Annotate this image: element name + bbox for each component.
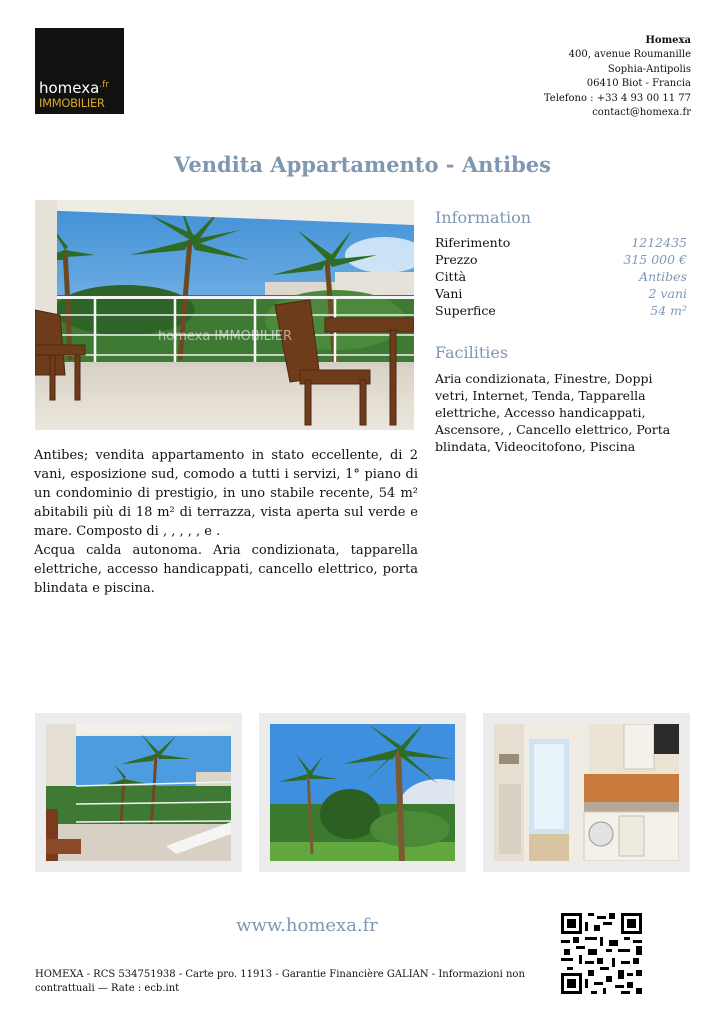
photo-watermark: homexa IMMOBILIER <box>158 329 292 344</box>
company-city: 06410 Biot - Francia <box>586 78 691 90</box>
main-property-photo <box>35 200 414 430</box>
info-row <box>435 268 687 285</box>
company-address: 400, avenue Roumanille <box>568 49 691 61</box>
facilities-heading: Facilities <box>435 343 509 362</box>
description-paragraph: Antibes; vendita appartamento in stato eccellente, di 2 vani, esposizione sud, comodo a tutti i servizi, 1° piano di un condominio di prestigio, in uno stabile recente, 54 m² abitabili più di 18 m² di terrazza, vista aperta sul verde e mare. Composto di , , , , , e . <box>34 448 418 539</box>
qr-code-icon <box>558 910 645 997</box>
info-row <box>435 234 687 251</box>
info-value: 54 m² <box>650 303 687 318</box>
info-value: 1212435 <box>631 235 687 250</box>
info-value: Antibes <box>639 269 687 284</box>
logo-sub: IMMOBILIER <box>39 96 105 110</box>
info-label: Città <box>435 269 467 284</box>
photo-thumbnail-kitchen[interactable] <box>483 713 690 872</box>
info-label: Riferimento <box>435 235 511 250</box>
page-title: Vendita Appartamento - Antibes <box>174 152 551 177</box>
company-phone: Telefono : +33 4 93 00 11 77 <box>543 92 691 104</box>
logo-word: homexa <box>39 79 100 97</box>
info-label: Vani <box>435 286 463 301</box>
information-heading: Information <box>435 208 532 227</box>
company-name: Homexa <box>645 35 691 46</box>
company-logo <box>35 28 124 114</box>
photo-thumbnail-garden[interactable] <box>259 713 466 872</box>
property-description <box>34 446 418 598</box>
company-contact <box>544 34 691 120</box>
info-row <box>435 302 687 319</box>
legal-footer: HOMEXA - RCS 534751938 - Carte pro. 11913 - Garantie Financière GALIAN - Informazioni non contrattuali — Rate : ecb.int <box>35 969 525 994</box>
company-area: Sophia-Antipolis <box>607 63 691 75</box>
info-value: 2 vani <box>648 286 687 301</box>
info-value: 315 000 € <box>623 252 687 267</box>
description-paragraph: Acqua calda autonoma. Aria condizionata, tapparella elettriche, accesso handicappati, cancello elettrico, porta blindata e piscina. <box>34 543 418 596</box>
logo-suffix: .fr <box>99 80 110 90</box>
company-email[interactable]: contact@homexa.fr <box>592 107 691 119</box>
website-link[interactable]: www.homexa.fr <box>236 915 378 936</box>
info-label: Superfice <box>435 303 496 318</box>
information-table <box>435 234 687 319</box>
info-row <box>435 285 687 302</box>
photo-thumbnail-terrace[interactable] <box>35 713 242 872</box>
info-row <box>435 251 687 268</box>
info-label: Prezzo <box>435 252 478 267</box>
facilities-list: Aria condizionata, Finestre, Doppi vetri, Internet, Tenda, Tapparella elettriche, Accesso handicappati, Ascensore, , Cancello elettrico, Porta blindata, Videocitofono, Piscina <box>435 371 671 454</box>
